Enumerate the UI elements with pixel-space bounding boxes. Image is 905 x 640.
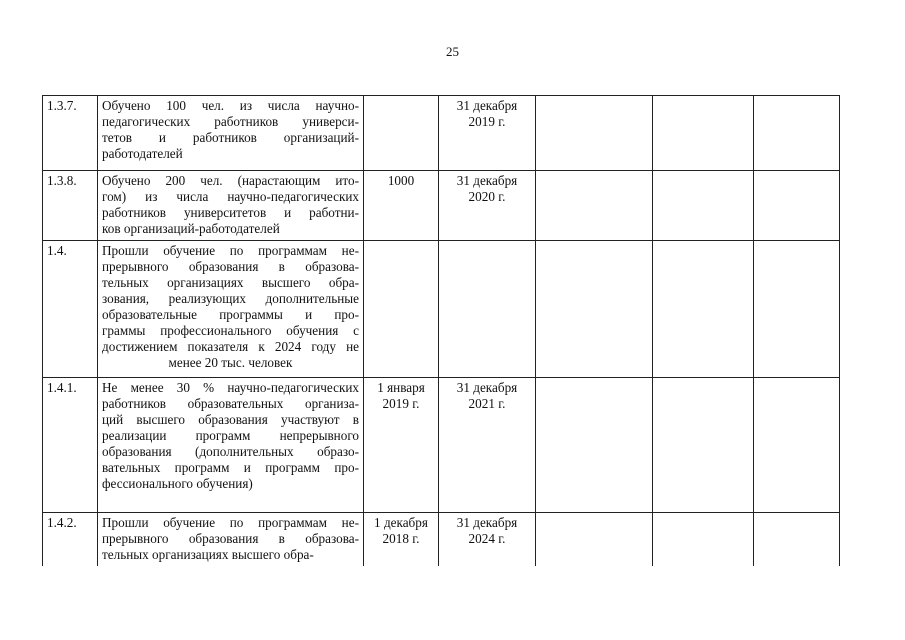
description-line: вательных программ и программ про- — [102, 460, 359, 475]
empty-cell — [536, 171, 653, 241]
empty-cell — [754, 378, 840, 513]
table-row — [43, 241, 840, 378]
empty-cell — [653, 96, 754, 171]
description-line: ций высшего образования участвуют в — [102, 412, 359, 427]
description-line: достижением показателя к 2024 году не — [102, 339, 359, 354]
page-number: 25 — [446, 44, 459, 59]
description-line: Обучено 200 чел. (нарастающим ито- — [102, 173, 359, 188]
description-line: образовательные программы и про- — [102, 307, 359, 322]
empty-cell — [653, 171, 754, 241]
empty-cell — [536, 378, 653, 513]
end-date: 31 декабря 2020 г. — [439, 171, 536, 241]
item-number: 1.4.2. — [43, 513, 98, 567]
start-date — [364, 96, 439, 171]
end-date — [439, 241, 536, 378]
end-date: 31 декабря 2021 г. — [439, 378, 536, 513]
description-line: ков организаций-работодателей — [102, 221, 280, 236]
start-date: 1 января 2019 г. — [364, 378, 439, 513]
empty-cell — [536, 513, 653, 567]
empty-cell — [754, 513, 840, 567]
description-line: работодателей — [102, 146, 183, 161]
start-date: 1000 — [364, 171, 439, 241]
item-description — [98, 513, 364, 567]
description-line: тетов и работников организаций- — [102, 130, 359, 145]
description-line: тельных организациях высшего обра- — [102, 275, 359, 290]
description-line: тельных организациях высшего обра- — [102, 547, 314, 562]
description-line: педагогических работников универси- — [102, 114, 359, 129]
item-description — [98, 378, 364, 513]
table-row — [43, 96, 840, 171]
description-line: фессионального обучения) — [102, 476, 253, 491]
measures-table — [42, 95, 840, 566]
item-description — [98, 241, 364, 378]
item-description — [98, 96, 364, 171]
description-line: Прошли обучение по программам не- — [102, 515, 359, 530]
description-line: гом) из числа научно-педагогических — [102, 189, 359, 204]
description-line: граммы профессионального обучения с — [102, 323, 359, 338]
description-line: Не менее 30 % научно-педагогических — [102, 380, 359, 395]
description-line: прерывного образования в образова- — [102, 531, 359, 546]
empty-cell — [754, 171, 840, 241]
empty-cell — [653, 513, 754, 567]
description-line: реализации программ непрерывного — [102, 428, 359, 443]
end-date: 31 декабря 2019 г. — [439, 96, 536, 171]
description-line: прерывного образования в образова- — [102, 259, 359, 274]
end-date: 31 декабря 2024 г. — [439, 513, 536, 567]
item-number: 1.3.7. — [43, 96, 98, 171]
description-line: зования, реализующих дополнительные — [102, 291, 359, 306]
description-line: образования (дополнительных образо- — [102, 444, 359, 459]
table-row — [43, 513, 840, 567]
empty-cell — [653, 378, 754, 513]
item-number: 1.3.8. — [43, 171, 98, 241]
item-number: 1.4.1. — [43, 378, 98, 513]
description-line: менее 20 тыс. человек — [168, 355, 293, 370]
empty-cell — [536, 96, 653, 171]
empty-cell — [754, 241, 840, 378]
empty-cell — [653, 241, 754, 378]
start-date — [364, 241, 439, 378]
description-line: работников университетов и работни- — [102, 205, 359, 220]
item-description — [98, 171, 364, 241]
empty-cell — [754, 96, 840, 171]
item-number: 1.4. — [43, 241, 98, 378]
empty-cell — [536, 241, 653, 378]
description-line: работников образовательных организа- — [102, 396, 359, 411]
table-row — [43, 171, 840, 241]
start-date: 1 декабря 2018 г. — [364, 513, 439, 567]
description-line: Прошли обучение по программам не- — [102, 243, 359, 258]
description-line: Обучено 100 чел. из числа научно- — [102, 98, 359, 113]
table-body — [43, 96, 840, 567]
table-row — [43, 378, 840, 513]
